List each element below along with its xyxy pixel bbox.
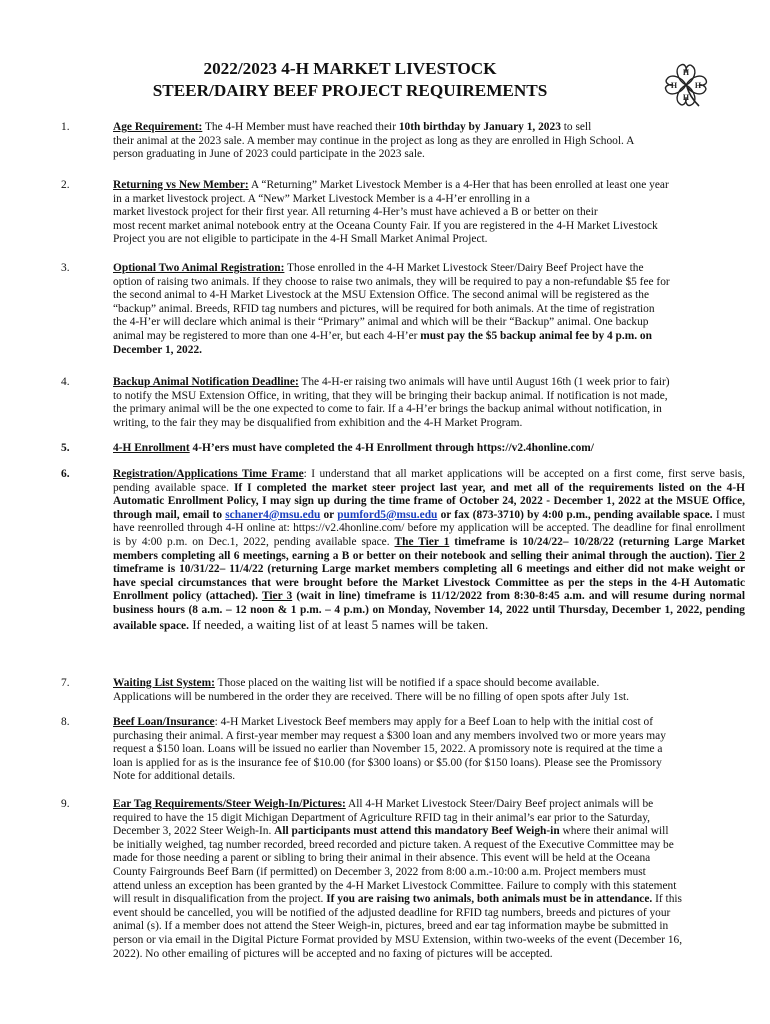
item-body: Registration/Applications Time Frame: I understand that all market applications will be accepted on a first come, first serve basis, pending available space. If I completed the market steer project last year, and met all of the requirements listed on the 4-H Automatic Enrollment Policy, I may sign up during the time frame of October 24, 2022 - December 1, 2022 at the MSUE Office, through mail, email to schaner4@msu.edu or pumford5@msu.edu or fax (873-3710) by 4:00 p.m., pending available space. I must have reenrolled through 4-H online at: https://v2.4honline.com/ before my application will be accepted. The deadline for final enrollment is by 4:00 p.m. on Dec.1, 2022, pending available space. The Tier 1 timeframe is 10/24/22– 10/28/22 (returning Large Market members completing all 6 meetings, earning a B or better on their notebook and selling their animal through the auction). Tier 2 timeframe is 10/31/22– 11/4/22 (returning Large market members completing all 6 meetings and either did not make weight or have special circumstances that were brought before the Market Livestock Committee as per the steps in the 4-H Automatic Enrollment policy (attached). Tier 3 (wait in line) timeframe is 11/12/2022 from 8:30-8:45 a.m. and will resume during normal business hours (8 a.m. – 12 noon & 1 p.m. – 4 p.m.) on Monday, November 14, 2022 until Thursday, December 1, 2022, pending available space. If needed, a waiting list of at least 5 names will be taken. <box>113 468 745 632</box>
item-number: 7. <box>61 677 70 689</box>
item-number: 3. <box>61 262 70 274</box>
item-heading: Optional Two Animal Registration: <box>113 262 285 274</box>
title-line-2: STEER/DAIRY BEEF PROJECT REQUIREMENTS <box>152 81 548 100</box>
item-number: 4. <box>61 376 70 388</box>
item-heading: Waiting List System: <box>113 677 215 689</box>
item-heading: Beef Loan/Insurance <box>113 716 215 728</box>
item-number: 6. <box>61 468 70 480</box>
item-body: 4-H Enrollment 4-H’ers must have completed the 4-H Enrollment through https://v2.4honline.com/ <box>113 442 594 454</box>
item-body: Age Requirement: The 4-H Member must have reached their 10th birthday by January 1, 2023 to sell their animal at the 2023 sale. A member may continue in the project as long as they are enrolled in High School. A person graduating in June of 2023 could participate in the 2023 sale. <box>113 121 635 161</box>
page-title <box>100 58 600 102</box>
item-number: 2. <box>61 179 70 191</box>
4h-clover-icon <box>661 60 711 110</box>
item-heading: Returning vs New Member: <box>113 179 249 191</box>
item-body: Optional Two Animal Registration: Those enrolled in the 4-H Market Livestock Steer/Dairy Beef Project have the option of raising two animals. If they choose to raise two animals, they will be required to pay a non-refundable $5 fee for the second animal to 4-H Market Livestock at the MSU Extension Office. The second animal will be registered as the “backup” animal. Breeds, RFID tag numbers and pictures, will be required for both animals. At the time of registration the 4-H’er will declare which animal is their “Primary” animal and which will be their “Backup” animal. One backup animal may be registered to more than one 4-H’er, but each 4-H’er must pay the $5 backup animal fee by 4 p.m. on December 1, 2022. <box>113 262 670 356</box>
item-heading: Registration/Applications Time Frame <box>113 468 304 480</box>
item-body: Backup Animal Notification Deadline: The 4-H-er raising two animals will have until August 16th (1 week prior to fair) to notify the MSU Extension Office, in writing, that they will be bringing their backup animal. If notification is not made, the primary animal will be the one expected to come to fair. If a 4-H’er brings the backup animal without notification, in writing, to the fair they may be disqualified from exhibition and the 4-H Market Program. <box>113 376 670 429</box>
item-heading: 4-H Enrollment <box>113 442 190 454</box>
clover-letter: H <box>694 81 702 90</box>
item-body: Waiting List System: Those placed on the waiting list will be notified if a space should become available. Applications will be numbered in the order they are received. There will be no filling of open spots after July 1st. <box>113 677 630 703</box>
item-heading: Ear Tag Requirements/Steer Weigh-In/Pictures: <box>113 798 346 810</box>
email-link-schaner[interactable]: schaner4@msu.edu <box>225 508 321 521</box>
clover-letter: H <box>682 68 690 77</box>
item-number: 9. <box>61 798 70 810</box>
item-heading: Age Requirement: <box>113 121 203 133</box>
title-line-1: 2022/2023 4-H MARKET LIVESTOCK <box>203 59 497 78</box>
item-number: 5. <box>61 442 70 454</box>
item-body: Returning vs New Member: A “Returning” Market Livestock Member is a 4-Her that has been enrolled at least one year in a market livestock project. A “New” Market Livestock Member is a 4-H’er enrolling in a market livestock project for their first year. All returning 4-Her’s must have achieved a B or better on their most recent market animal notebook entry at the Oceana County Fair. If you are registered in the 4-H Market Livestock Project you are not eligible to participate in the 4-H Small Market Animal Project. <box>113 179 669 246</box>
item-body: Beef Loan/Insurance: 4-H Market Livestock Beef members may apply for a Beef Loan to help with the initial cost of purchasing their animal. A first-year member may request a $300 loan and any members involved two or more years may request a $150 loan. Loans will be issued no earlier than November 15, 2022. A promissory note is required at the time a loan is applied for as is the insurance fee of $10.00 (for $300 loans) or $5.00 (for $150 loans). Please see the Promissory Note for additional details. <box>113 716 666 783</box>
email-link-pumford[interactable]: pumford5@msu.edu <box>337 508 438 521</box>
item-number: 8. <box>61 716 70 728</box>
clover-letter: H <box>670 81 678 90</box>
item-number: 1. <box>61 121 70 133</box>
item-body: Ear Tag Requirements/Steer Weigh-In/Pictures: All 4-H Market Livestock Steer/Dairy Beef project animals will be required to have the 15 digit Michigan Department of Agriculture RFID tag in their animal’s ear prior to the Saturday, December 3, 2022 Steer Weigh-In. All participants must attend this mandatory Beef Weigh-in where their animal will be initially weighed, tag number recorded, breed recorded and picture taken. A request of the Executive Committee may be made for those needing a parent or sibling to bring their animal in their absence. This event will be held at the Oceana County Fairgrounds Beef Barn (if permitted) on December 3, 2022 from 8:00 a.m.-10:00 a.m. Project members must attend unless an exception has been granted by the 4-H Market Livestock Committee. Failure to comply with this statement will result in disqualification from the project. If you are raising two animals, both animals must be in attendance. If this event should be cancelled, you will be notified of the adjusted deadline for RFID tag numbers, breeds and pictures of your animal (s). If a member does not attend the Steer Weigh-in, pictures, breed and ear tag information maybe be submitted in person or via email in the Digital Picture Format provided by MSU Extension, within two-weeks of the event (December 16, 2022). No other emailing of pictures will be accepted and no faxing of pictures will be accepted. <box>113 798 683 960</box>
clover-letter: H <box>682 93 690 102</box>
item-heading: Backup Animal Notification Deadline: <box>113 376 299 388</box>
